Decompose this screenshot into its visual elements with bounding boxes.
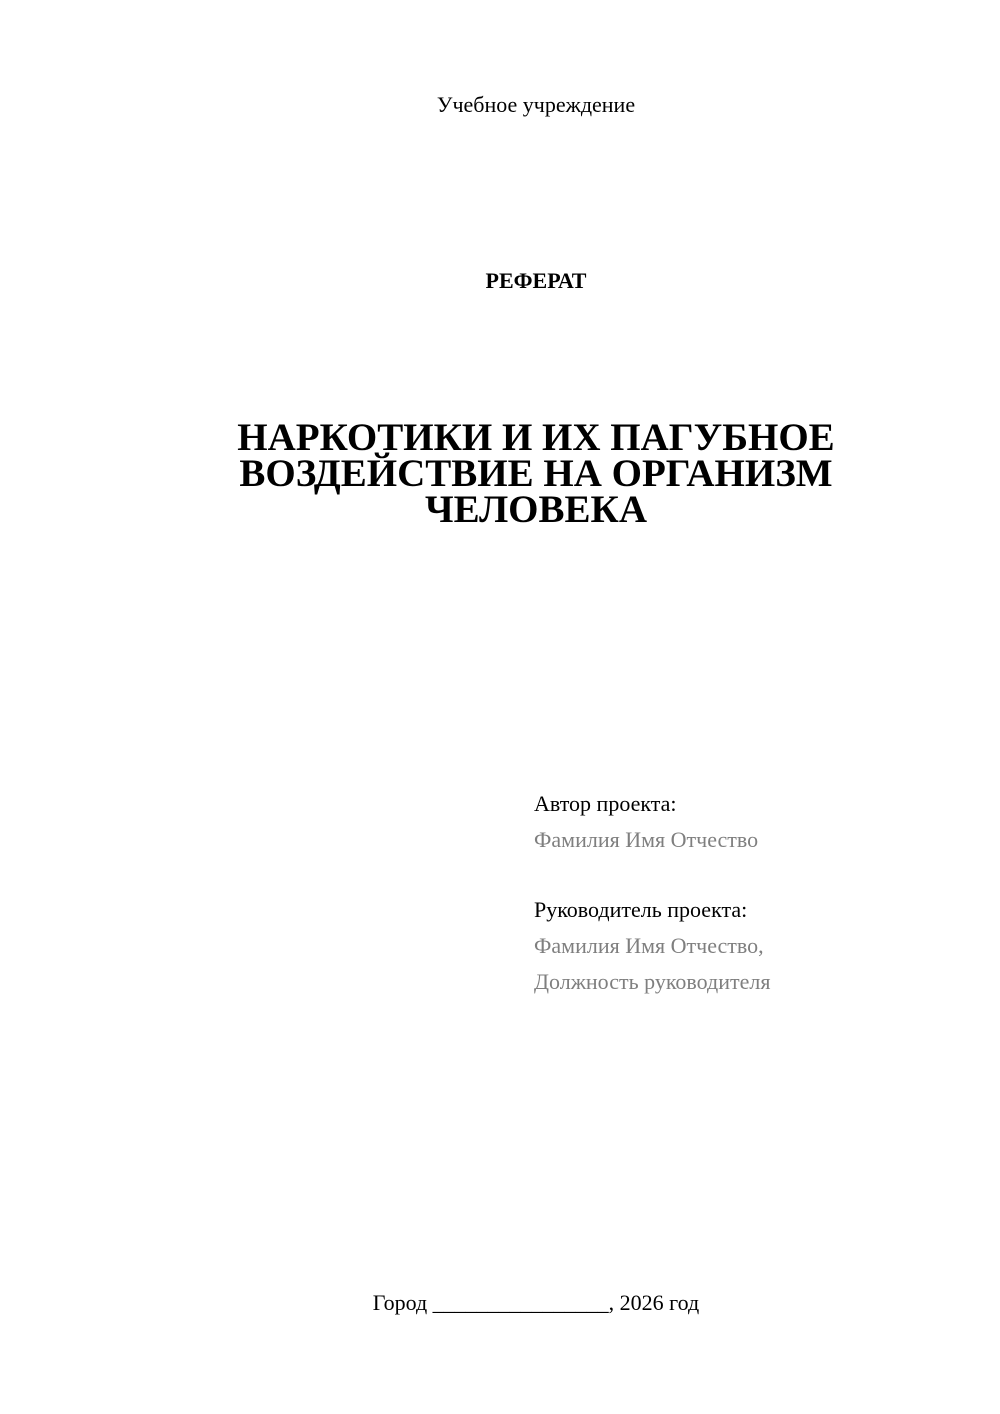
- supervisor-name: Фамилия Имя Отчество,: [534, 933, 764, 958]
- institution-name: Учебное учреждение: [436, 92, 636, 117]
- supervisor-block: [534, 892, 974, 1000]
- supervisor-label: Руководитель проекта:: [534, 897, 748, 922]
- author-block: [534, 786, 974, 858]
- title-line: ЧЕЛОВЕКА: [425, 488, 647, 531]
- author-name: Фамилия Имя Отчество: [534, 827, 759, 852]
- supervisor-position: Должность руководителя: [534, 969, 771, 994]
- title-line: ВОЗДЕЙСТВИЕ НА ОРГАНИЗМ: [239, 452, 833, 495]
- title-line: НАРКОТИКИ И ИХ ПАГУБНОЕ: [237, 416, 835, 459]
- author-label: Автор проекта:: [534, 791, 677, 816]
- city-year-line: Город ________________, 2026 год: [372, 1290, 700, 1315]
- document-title: [200, 416, 872, 531]
- document-type: РЕФЕРАТ: [485, 268, 587, 293]
